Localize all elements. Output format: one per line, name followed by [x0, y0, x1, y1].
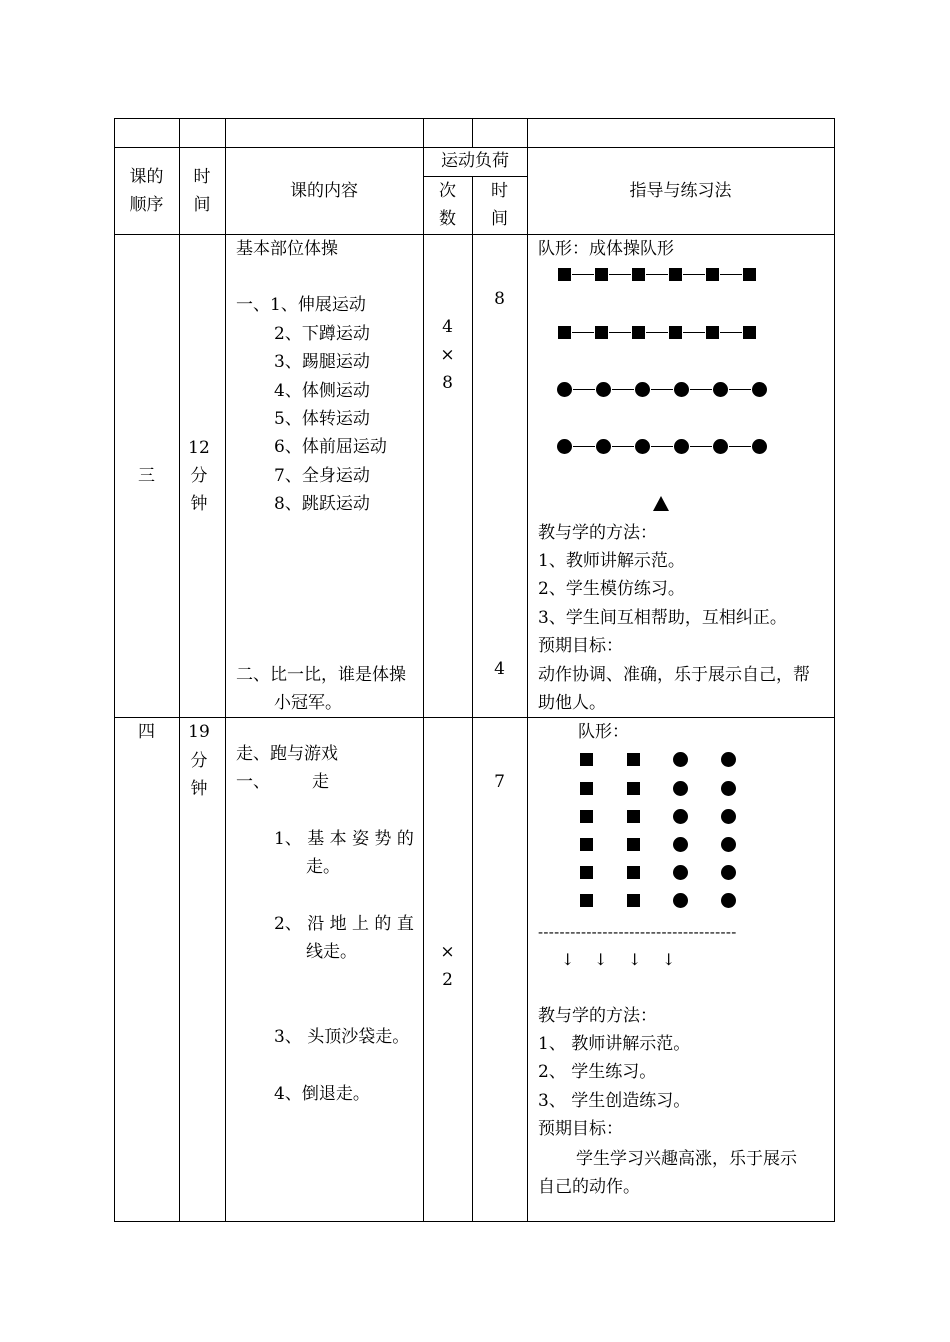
- s3-method-1: 1、教师讲解示范。: [538, 551, 685, 571]
- s3-time-l1: 12: [188, 438, 210, 458]
- s3-item-4: 4、体侧运动: [274, 381, 370, 401]
- circle-icon: [721, 893, 736, 908]
- circle-icon: [713, 382, 728, 397]
- col-line-0: [114, 118, 115, 1222]
- s4-dashed-line: -------------------------------------: [538, 923, 737, 941]
- s4-goal-l2: 自己的动作。: [538, 1177, 640, 1197]
- s4-method-title: 教与学的方法：: [538, 1006, 657, 1026]
- s4-formation-label: 队形：: [578, 722, 629, 742]
- square-icon: [627, 838, 640, 851]
- circle-icon: [596, 382, 611, 397]
- s3-item2-l1: 二、比一比，谁是体操: [236, 665, 406, 685]
- square-icon: [580, 866, 593, 879]
- s4-item-2-l1: 2、 沿 地 上 的 直: [274, 914, 414, 934]
- s3-method-title: 教与学的方法：: [538, 523, 657, 543]
- s3-time-l2: 分: [190, 466, 208, 486]
- s3-goal-title: 预期目标：: [538, 636, 623, 656]
- arrow-down-icon: ↓: [594, 950, 608, 969]
- s3-method-2: 2、学生模仿练习。: [538, 579, 685, 599]
- s4-load-time: 7: [494, 772, 505, 792]
- s4-item-1-l1: 1、 基 本 姿 势 的: [274, 829, 414, 849]
- square-icon: [706, 268, 719, 281]
- section-divider: [114, 717, 835, 718]
- s3-goal-l1: 动作协调、准确，乐于展示自己，帮: [538, 665, 810, 685]
- arrow-down-icon: ↓: [628, 950, 642, 969]
- square-icon: [580, 753, 593, 766]
- col-line-5: [527, 118, 528, 1222]
- col-line-4b: [472, 176, 473, 1222]
- table-border-bottom: [114, 1221, 835, 1222]
- square-icon: [580, 838, 593, 851]
- s3-item-2: 2、下蹲运动: [274, 324, 370, 344]
- col-line-6: [834, 118, 835, 1222]
- circle-icon: [557, 382, 572, 397]
- s3-count-l1: 4: [442, 317, 453, 337]
- s4-sub-prefix: 一、: [236, 772, 270, 792]
- circle-icon: [721, 809, 736, 824]
- header-count-l2: 数: [439, 209, 456, 229]
- circle-icon: [673, 837, 688, 852]
- circle-icon: [673, 893, 688, 908]
- header-load-time-l2: 间: [491, 209, 508, 229]
- col-line-1: [179, 118, 180, 1222]
- s4-count-l1: ×: [440, 942, 455, 962]
- s3-item-3: 3、踢腿运动: [274, 352, 370, 372]
- s4-count-l2: 2: [442, 970, 453, 990]
- square-icon: [706, 326, 719, 339]
- s4-item-2-l2: 线走。: [306, 942, 357, 962]
- square-icon: [558, 268, 571, 281]
- s4-item-4: 4、倒退走。: [274, 1084, 370, 1104]
- s3-item2-l2: 小冠军。: [274, 693, 342, 713]
- header-load-time-l1: 时: [491, 181, 508, 201]
- header-method: 指导与练习法: [629, 181, 732, 201]
- circle-icon: [674, 439, 689, 454]
- square-icon: [632, 326, 645, 339]
- s3-formation-row-squares-2: [558, 326, 756, 339]
- s4-time-l2: 分: [190, 751, 208, 771]
- square-icon: [627, 894, 640, 907]
- s4-formation-grid: [578, 752, 748, 912]
- circle-icon: [721, 752, 736, 767]
- s3-formation-row-circles-1: [557, 382, 767, 397]
- s3-item-5: 5、体转运动: [274, 409, 370, 429]
- s3-count-l3: 8: [442, 373, 453, 393]
- square-icon: [580, 894, 593, 907]
- header-content: 课的内容: [290, 181, 358, 201]
- square-icon: [595, 326, 608, 339]
- s3-item-8: 8、跳跃运动: [274, 494, 370, 514]
- s3-title: 基本部位体操: [236, 239, 338, 259]
- arrow-down-icon: ↓: [662, 950, 676, 969]
- circle-icon: [673, 865, 688, 880]
- s4-time-l1: 19: [188, 722, 210, 742]
- circle-icon: [752, 439, 767, 454]
- square-icon: [743, 268, 756, 281]
- s4-sub-title: 走: [312, 772, 329, 792]
- circle-icon: [673, 781, 688, 796]
- square-icon: [669, 326, 682, 339]
- square-icon: [595, 268, 608, 281]
- square-icon: [627, 810, 640, 823]
- square-icon: [580, 810, 593, 823]
- s3-load-time-1: 8: [494, 289, 505, 309]
- square-icon: [743, 326, 756, 339]
- square-icon: [580, 782, 593, 795]
- square-icon: [632, 268, 645, 281]
- circle-icon: [635, 382, 650, 397]
- s4-goal-title: 预期目标：: [538, 1119, 623, 1139]
- s3-item-1: 一、1、伸展运动: [236, 295, 366, 315]
- s4-title: 走、跑与游戏: [236, 744, 338, 764]
- circle-icon: [557, 439, 572, 454]
- s3-method-3: 3、学生间互相帮助，互相纠正。: [538, 608, 787, 628]
- square-icon: [669, 268, 682, 281]
- header-time-l2: 间: [193, 195, 211, 215]
- s3-formation-row-squares-1: [558, 268, 756, 281]
- s3-item-7: 7、全身运动: [274, 466, 370, 486]
- circle-icon: [596, 439, 611, 454]
- col-line-3: [423, 118, 424, 1222]
- circle-icon: [721, 781, 736, 796]
- table-border-top: [114, 118, 835, 119]
- square-icon: [558, 326, 571, 339]
- s3-load-time-2: 4: [494, 659, 505, 679]
- s4-item-3: 3、 头顶沙袋走。: [274, 1027, 410, 1047]
- square-icon: [627, 753, 640, 766]
- circle-icon: [635, 439, 650, 454]
- s3-count-l2: ×: [440, 345, 455, 365]
- header-order-l1: 课的: [129, 167, 164, 187]
- s4-order: 四: [138, 722, 155, 742]
- s3-time-l3: 钟: [190, 494, 208, 514]
- header-count-l1: 次: [439, 181, 456, 201]
- col-line-2: [225, 118, 226, 1222]
- s3-order: 三: [138, 466, 155, 486]
- circle-icon: [713, 439, 728, 454]
- circle-icon: [673, 809, 688, 824]
- circle-icon: [721, 837, 736, 852]
- arrow-down-icon: ↓: [561, 950, 575, 969]
- s4-item-1-l2: 走。: [306, 857, 340, 877]
- header-time-l1: 时: [193, 167, 211, 187]
- s4-time-l3: 钟: [190, 779, 208, 799]
- square-icon: [627, 782, 640, 795]
- s3-formation-row-circles-2: [557, 439, 767, 454]
- circle-icon: [674, 382, 689, 397]
- circle-icon: [721, 865, 736, 880]
- s4-goal-l1: 学生学习兴趣高涨，乐于展示: [576, 1149, 797, 1169]
- header-load: 运动负荷: [441, 151, 509, 171]
- square-icon: [627, 866, 640, 879]
- s4-method-3: 3、 学生创造练习。: [538, 1091, 691, 1111]
- s3-item-6: 6、体前屈运动: [274, 437, 387, 457]
- teacher-triangle-icon: [653, 496, 669, 511]
- col-line-4a: [472, 118, 473, 147]
- header-bottom: [114, 234, 835, 235]
- s4-method-1: 1、 教师讲解示范。: [538, 1034, 691, 1054]
- s4-method-2: 2、 学生练习。: [538, 1062, 657, 1082]
- header-order-l2: 顺序: [129, 195, 164, 215]
- s3-formation-label: 队形：成体操队形: [538, 239, 674, 259]
- circle-icon: [673, 752, 688, 767]
- circle-icon: [752, 382, 767, 397]
- s3-goal-l2: 助他人。: [538, 693, 606, 713]
